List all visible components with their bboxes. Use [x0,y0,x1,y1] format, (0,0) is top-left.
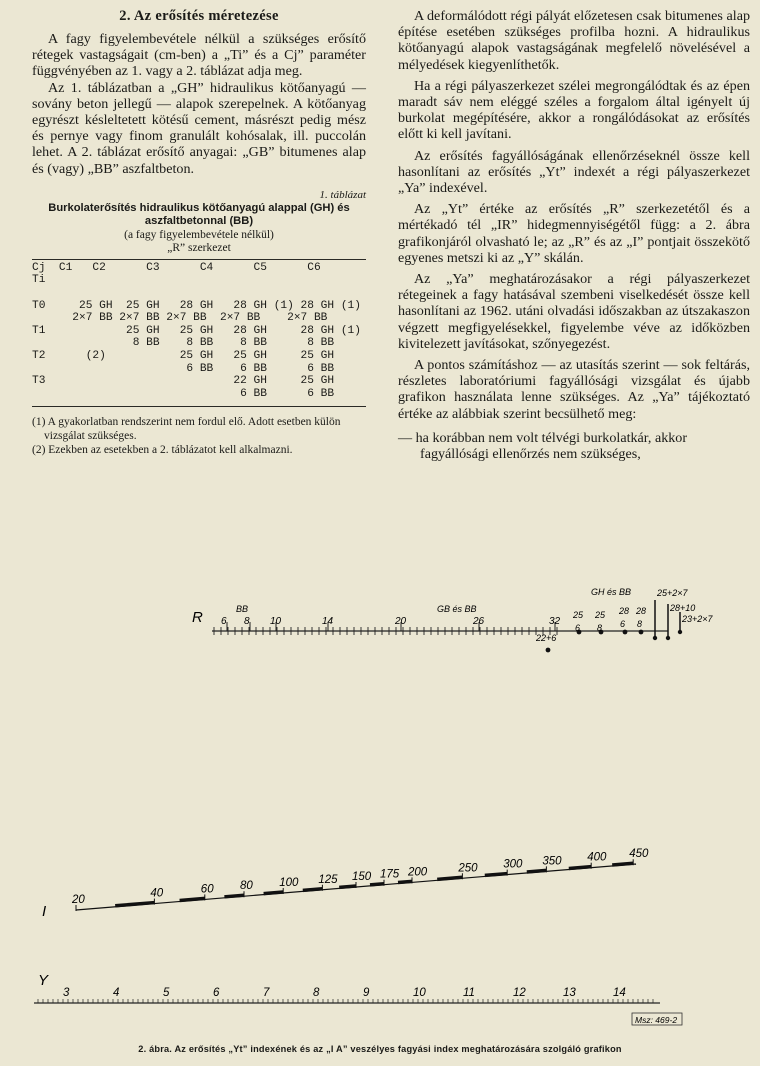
r-tick-label: 20 [395,616,407,627]
y-scale [38,987,653,1003]
i-thick-segment [398,881,412,882]
r-bar-dot [666,636,670,640]
i-thick-segment [437,877,462,879]
right-paragraph-6: A pontos számításhoz — az utasítás szerint — sok feltárás, részletes laboratóriumi fagyállósági vizsgálat és újabb grafikon használata lenne szükséges. Az „Ya” tájékoztató értéke az alábbiak szerint becsülhető meg: [398,357,750,422]
y-tick-label: 9 [363,987,370,999]
r-point-dot [546,648,551,653]
r-top-label: 28+10 [670,603,696,613]
r-axis-label: R [192,609,203,626]
y-axis-label: Y [38,972,49,989]
i-thick-segment [264,892,284,894]
r-point-label: 8 [597,623,603,633]
y-tick-label: 7 [263,987,270,999]
right-column [398,8,750,462]
i-tick-label: 40 [150,887,164,900]
y-tick-label: 14 [613,987,626,999]
r-tick-label: 6 [221,616,227,627]
i-tick-label: 175 [380,868,400,881]
i-tick-label: 400 [587,851,607,864]
r-bar-dot [653,636,657,640]
r-point-label: 25 [573,610,584,620]
table-body: Cj C1 C2 C3 C4 C5 C6 Ti T0 25 GH 25 GH 28 GH 28 GH (1) 28 GH (1) 2×7 BB 2×7 BB 2×7 BB 2×7 BB 2×7 BB T1 25 GH 25 GH 28 GH 28 GH (1) 8 BB 8 BB 8 BB 8 BB T2 (2) 25 GH 25 GH 25 GH 6 BB 6 BB 6 BB T3 22 GH 25 GH 6 BB 6 BB [32,261,361,400]
r-point-label: 6 [620,619,626,629]
i-tick-label: 20 [72,894,85,906]
r-top-label: 23+2×7 [682,614,713,624]
i-scale [71,848,649,911]
r-point-label: 28 [619,606,630,616]
i-thick-segment [224,895,244,897]
nomogram [0,570,760,1050]
r-tick-label: 32 [549,616,561,627]
r-top-label: 25+2×7 [657,588,688,598]
y-tick-label: 12 [513,987,526,999]
i-tick-label: 125 [318,873,338,886]
i-thick-segment [569,867,591,869]
table-top-rule [32,259,366,260]
right-paragraph-3: Az erősítés fagyállóságának ellenőrzéseknél össze kell hasonlítani az erősítés „Yt” indexét a régi pályaszerkezet „Ya” indexével. [398,147,750,197]
r-point-dot [639,630,644,635]
right-paragraph-4: Az „Yt” értéke az erősítés „R” szerkezetétől és a mértékadó tél „IR” hidegmennyiségétől függ: a 2. ábra grafikonjáról olvasható le; az „R” és az „I” pontjait összekötő egyenes metszi ki az „Y” skálán. [398,201,750,266]
i-tick-label: 200 [408,866,428,879]
left-paragraph-2: Az 1. táblázatban a „GH” hidraulikus kötőanyagú — sovány beton jellegű — alapok szerepelnek. A kötőanyag egyrészt késleltetett kötésű cement, másrészt pedig mész és pernye vagy finom granulált kohósalak, ill. puccolán lehet. A 2. táblázat erősítő anyagai: „GB” bitumenes alap és (vagy) „BB” aszfaltbeton. [32,79,366,177]
table-notes [32,415,366,457]
y-tick-label: 10 [413,987,426,999]
r-group-bb: BB [236,604,249,614]
left-column [32,8,366,457]
i-tick-label: 100 [279,876,299,889]
y-tick-label: 4 [113,987,120,999]
section-heading: 2. Az erősítés méretezése [119,8,279,24]
y-tick-label: 11 [463,987,475,999]
r-group-gh-bb: GH és BB [591,587,632,597]
i-thick-segment [370,884,384,885]
right-paragraph-5: Az „Ya” meghatározásakor a régi pályaszerkezet rétegeinek a fagy hatásával szembeni viselkedését össze kell hasonlítani az 1962. utáni olvadási időszakban az útszakaszon végzett megfigyelésekkel, figyelembe véve az időközben kivitelezett javításokat, szőnyegezést. [398,271,750,352]
table-title: Burkolaterősítés hidraulikus kötőanyagú alappal (GH) és aszfaltbetonnal (BB) [48,201,350,228]
i-thick-segment [115,903,154,906]
r-major-ticks [221,616,561,631]
i-axis-label: I [42,903,47,920]
i-tick-label: 150 [352,871,372,883]
right-list-item: — ha korábban nem volt télvégi burkolatkár, akkor fagyállósági ellenőrzés nem szükséges, [398,429,688,463]
i-tick-label: 350 [542,855,562,868]
table-number: 1. táblázat [319,188,366,201]
y-tick-label: 13 [563,987,576,999]
figure-caption: 2. ábra. Az erősítés „Yt” indexének és az „I A” veszélyes fagyási index meghatározására szolgáló grafikon [138,1044,622,1054]
r-points [535,588,714,652]
r-point-label: 6 [575,623,581,633]
r-point-label: 22+6 [536,633,557,643]
r-point-label: 25 [595,610,606,620]
i-tick-label: 300 [503,858,523,871]
r-bar-dot [678,630,682,634]
table-note-1: (1) A gyakorlatban rendszerint nem fordul elő. Adott esetben külön vizsgálat szükséges. [32,416,341,443]
r-tick-label: 26 [473,616,485,627]
i-thick-segment [612,863,633,865]
r-tick-label: 14 [322,616,334,627]
left-paragraph-1: A fagy figyelembevétele nélkül a szükséges erősítő rétegek vastagságait (cm-ben) a „Ti” és a Cj” paraméter függvényében az 1. vagy a 2. táblázat adja meg. [32,31,366,80]
r-tick-label: 8 [244,616,250,627]
r-point-dot [623,630,628,635]
r-group-gb-bb: GB és BB [437,604,477,614]
stamp-text: Msz: 469-2 [635,1015,678,1025]
i-tick-label: 60 [200,883,214,896]
i-tick-label: 250 [458,862,478,875]
i-thick-segment [485,874,507,876]
i-tick-label: 450 [629,848,649,861]
i-thick-segment [303,889,323,891]
i-thick-segment [527,870,547,872]
y-tick-label: 6 [213,987,220,999]
y-tick-label: 3 [63,987,70,999]
right-paragraph-2: Ha a régi pályaszerkezet szélei megrongálódtak és az épen maradt sáv nem eléggé széles a forgalom által igényelt új burkolat megépítésére, akkor a rongálódásokat az erősítés előtt ki kell javítani. [398,77,750,143]
right-paragraph-1: A deformálódott régi pályát előzetesen csak bitumenes alap építése esetében szükséges profilba hozni. A hidraulikus kötőanyagú alapok vastagságának megfelelő növelésével a mélyedések kiegyenlíthetők. [398,8,750,73]
y-tick-label: 5 [163,987,170,999]
i-thick-segment [180,898,205,900]
table-subtitle-2: „R” szerkezet [167,242,231,255]
i-tick-label: 80 [240,880,253,893]
r-point-label: 8 [637,619,643,629]
table-bottom-rule [32,406,366,407]
r-point-label: 28 [636,606,647,616]
table-note-2: (2) Ezekben az esetekben a 2. táblázatot kell alkalmazni. [32,444,293,457]
table-subtitle-1: (a fagy figyelembevétele nélkül) [124,228,274,241]
i-thick-segment [339,886,356,887]
r-tick-label: 10 [270,616,282,627]
y-tick-label: 8 [313,987,320,999]
